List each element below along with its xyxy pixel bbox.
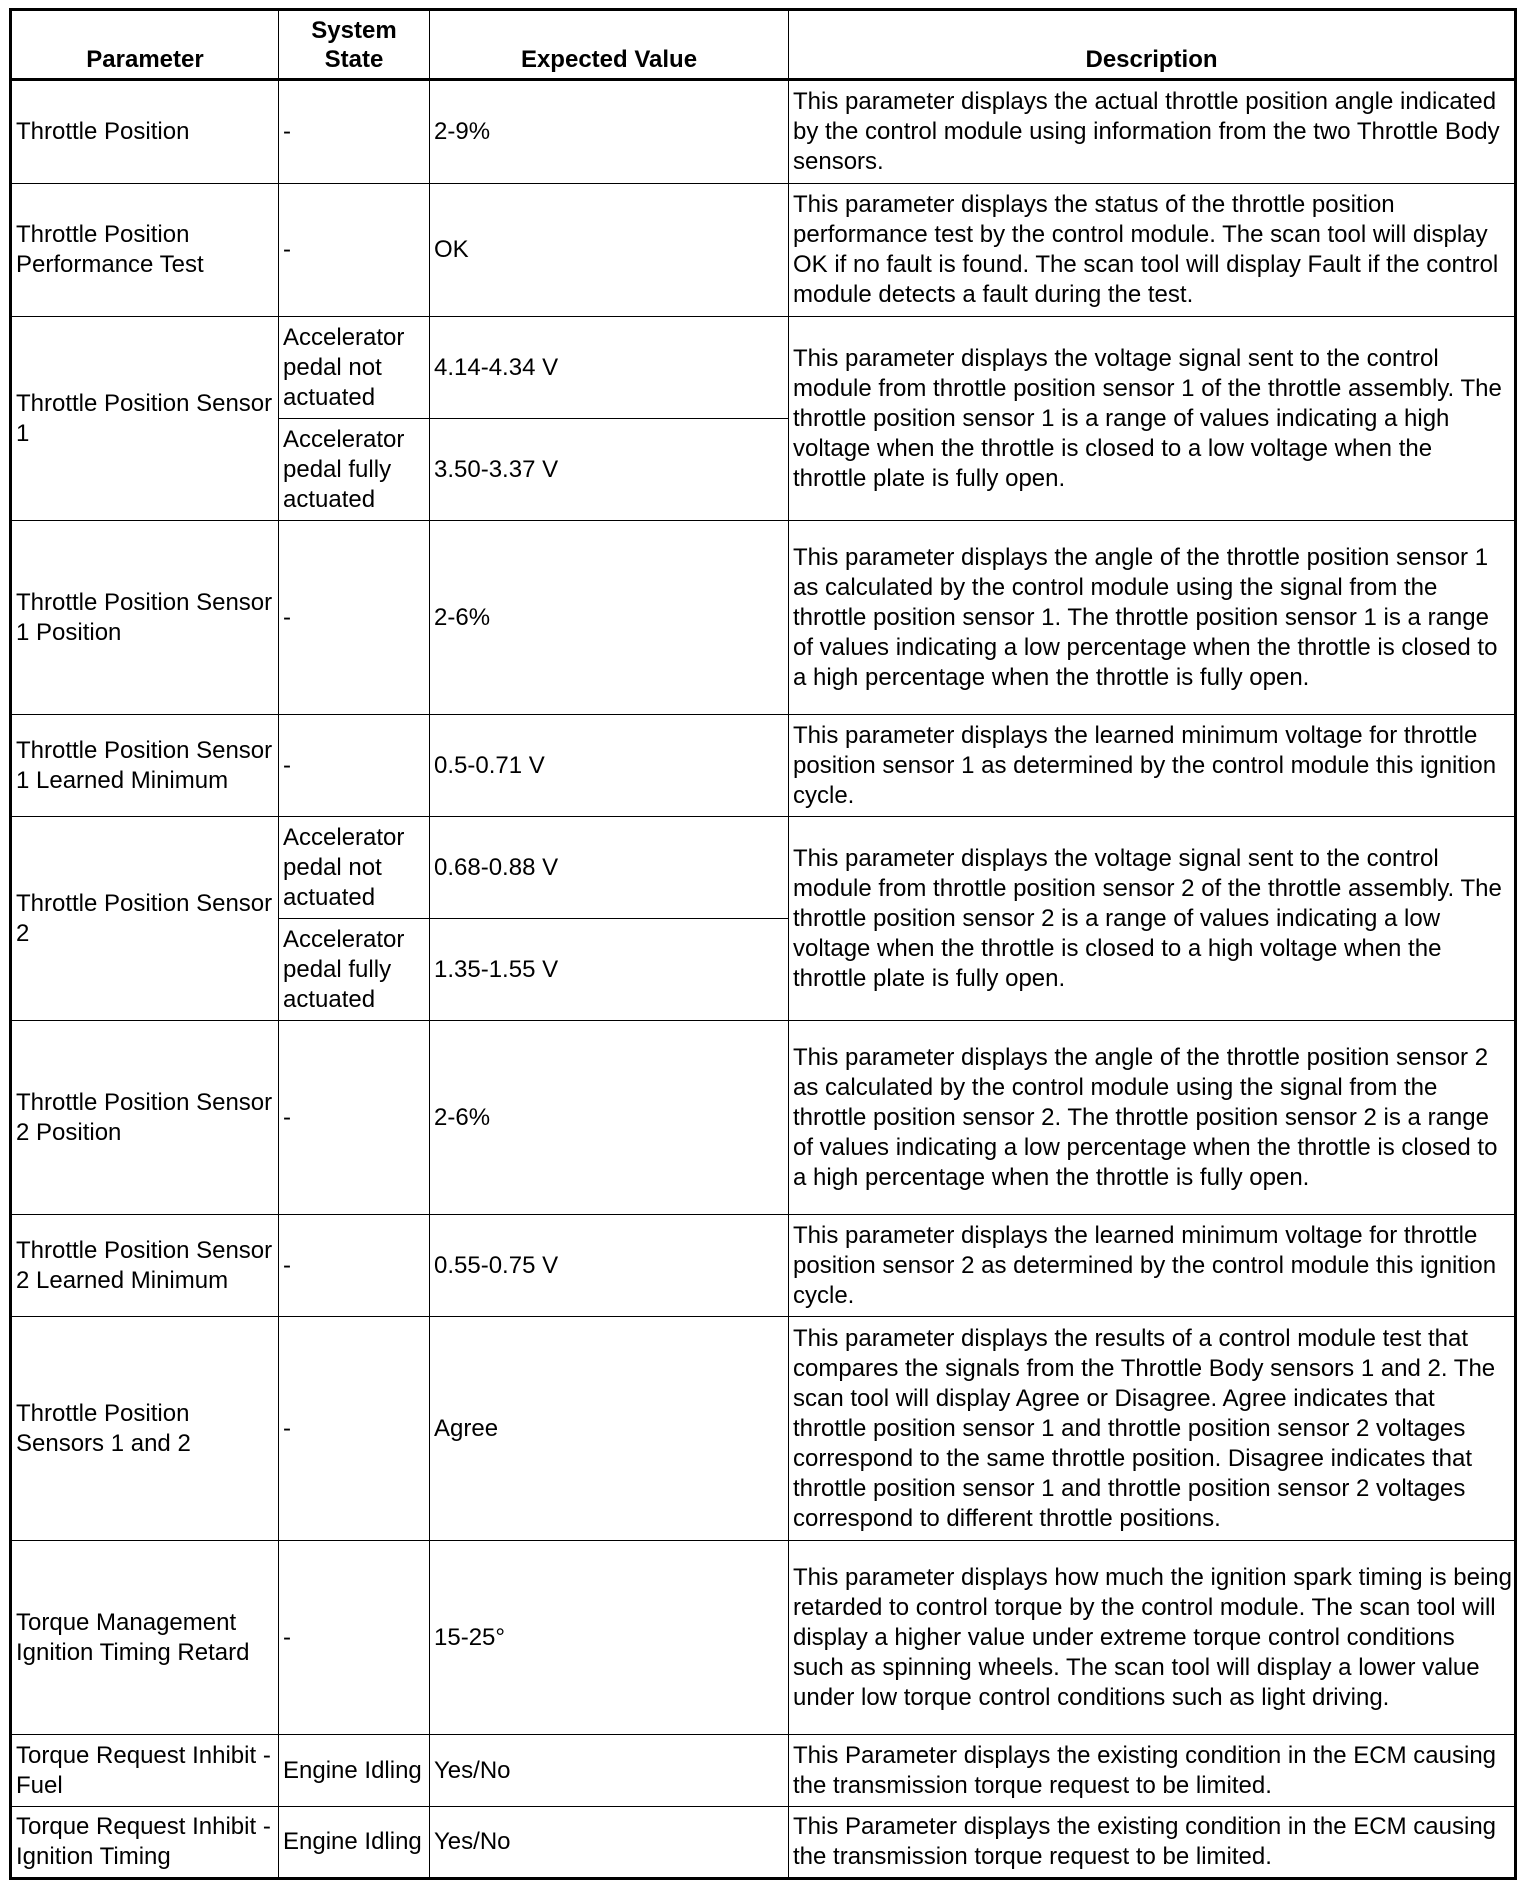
description-cell: This parameter displays how much the ignition spark timing is being retarded to control torque by the control module. The scan tool will display a higher value under extreme torque control conditions such as spinning wheels. The scan tool will display a lower value under low torque control conditions such as light driving.	[789, 1541, 1516, 1735]
table-row	[11, 1735, 1516, 1807]
expected-cell: 2-6%	[430, 1021, 789, 1215]
expected-cell: 2-9%	[430, 80, 789, 184]
state-cell: -	[279, 521, 430, 715]
expected-cell: 2-6%	[430, 521, 789, 715]
state-cell: Accelerator pedal not actuated	[279, 317, 430, 419]
parameter-cell: Throttle Position Sensor 1	[11, 317, 279, 521]
state-cell: Accelerator pedal not actuated	[279, 817, 430, 919]
description-cell: This parameter displays the learned minimum voltage for throttle position sensor 1 as determined by the control module this ignition cycle.	[789, 715, 1516, 817]
state-cell: Engine Idling	[279, 1735, 430, 1807]
description-cell: This parameter displays the status of the throttle position performance test by the control module. The scan tool will display OK if no fault is found. The scan tool will display Fault if the control module detects a fault during the test.	[789, 184, 1516, 317]
expected-cell: Agree	[430, 1317, 789, 1541]
expected-cell: OK	[430, 184, 789, 317]
state-cell: -	[279, 1215, 430, 1317]
table-row	[11, 1215, 1516, 1317]
parameter-cell: Throttle Position Sensor 1 Learned Minimum	[11, 715, 279, 817]
description-cell: This parameter displays the actual throttle position angle indicated by the control module using information from the two Throttle Body sensors.	[789, 80, 1516, 184]
expected-cell: 1.35-1.55 V	[430, 919, 789, 1021]
state-cell: Accelerator pedal fully actuated	[279, 419, 430, 521]
state-cell: -	[279, 1021, 430, 1215]
state-cell: -	[279, 1541, 430, 1735]
table-row	[11, 184, 1516, 317]
table-row	[11, 1541, 1516, 1735]
state-cell: -	[279, 184, 430, 317]
description-cell: This Parameter displays the existing condition in the ECM causing the transmission torque request to be limited.	[789, 1735, 1516, 1807]
parameter-cell: Throttle Position Sensor 2 Learned Minimum	[11, 1215, 279, 1317]
description-cell: This parameter displays the angle of the throttle position sensor 2 as calculated by the control module using the signal from the throttle position sensor 2. The throttle position sensor 2 is a range of values indicating a low percentage when the throttle is closed to a high percentage when the throttle is fully open.	[789, 1021, 1516, 1215]
description-cell: This Parameter displays the existing condition in the ECM causing the transmission torque request to be limited.	[789, 1807, 1516, 1879]
table-row	[11, 1317, 1516, 1541]
parameter-cell: Throttle Position Sensor 2	[11, 817, 279, 1021]
header-row	[11, 10, 1516, 80]
header-system-state: System State	[279, 10, 430, 80]
table-row	[11, 817, 1516, 919]
parameter-cell: Throttle Position	[11, 80, 279, 184]
description-cell: This parameter displays the learned minimum voltage for throttle position sensor 2 as determined by the control module this ignition cycle.	[789, 1215, 1516, 1317]
parameter-table	[9, 8, 1517, 1880]
state-cell: Engine Idling	[279, 1807, 430, 1879]
expected-cell: Yes/No	[430, 1735, 789, 1807]
parameter-cell: Torque Request Inhibit - Ignition Timing	[11, 1807, 279, 1879]
expected-cell: 0.55-0.75 V	[430, 1215, 789, 1317]
table-row	[11, 521, 1516, 715]
table-row	[11, 80, 1516, 184]
parameter-cell: Throttle Position Sensor 1 Position	[11, 521, 279, 715]
table-row	[11, 1807, 1516, 1879]
header-parameter: Parameter	[11, 10, 279, 80]
parameter-cell: Throttle Position Sensor 2 Position	[11, 1021, 279, 1215]
expected-cell: 0.68-0.88 V	[430, 817, 789, 919]
expected-cell: Yes/No	[430, 1807, 789, 1879]
table-row	[11, 317, 1516, 419]
expected-cell: 4.14-4.34 V	[430, 317, 789, 419]
header-description: Description	[789, 10, 1516, 80]
parameter-cell: Throttle Position Performance Test	[11, 184, 279, 317]
parameter-cell: Torque Management Ignition Timing Retard	[11, 1541, 279, 1735]
parameter-cell: Throttle Position Sensors 1 and 2	[11, 1317, 279, 1541]
state-cell: -	[279, 715, 430, 817]
state-cell: -	[279, 1317, 430, 1541]
table-row	[11, 715, 1516, 817]
parameter-cell: Torque Request Inhibit - Fuel	[11, 1735, 279, 1807]
expected-cell: 0.5-0.71 V	[430, 715, 789, 817]
description-cell: This parameter displays the results of a control module test that compares the signals from the Throttle Body sensors 1 and 2. The scan tool will display Agree or Disagree. Agree indicates that throttle position sensor 1 and throttle position sensor 2 voltages correspond to the same throttle position. Disagree indicates that throttle position sensor 1 and throttle position sensor 2 voltages correspond to different throttle positions.	[789, 1317, 1516, 1541]
table-row	[11, 1021, 1516, 1215]
state-cell: Accelerator pedal fully actuated	[279, 919, 430, 1021]
description-cell: This parameter displays the angle of the throttle position sensor 1 as calculated by the control module using the signal from the throttle position sensor 1. The throttle position sensor 1 is a range of values indicating a low percentage when the throttle is closed to a high percentage when the throttle is fully open.	[789, 521, 1516, 715]
expected-cell: 15-25°	[430, 1541, 789, 1735]
description-cell: This parameter displays the voltage signal sent to the control module from throttle position sensor 1 of the throttle assembly. The throttle position sensor 1 is a range of values indicating a high voltage when the throttle is closed to a low voltage when the throttle plate is fully open.	[789, 317, 1516, 521]
description-cell: This parameter displays the voltage signal sent to the control module from throttle position sensor 2 of the throttle assembly. The throttle position sensor 2 is a range of values indicating a low voltage when the throttle is closed to a high voltage when the throttle plate is fully open.	[789, 817, 1516, 1021]
expected-cell: 3.50-3.37 V	[430, 419, 789, 521]
state-cell: -	[279, 80, 430, 184]
header-expected-value: Expected Value	[430, 10, 789, 80]
